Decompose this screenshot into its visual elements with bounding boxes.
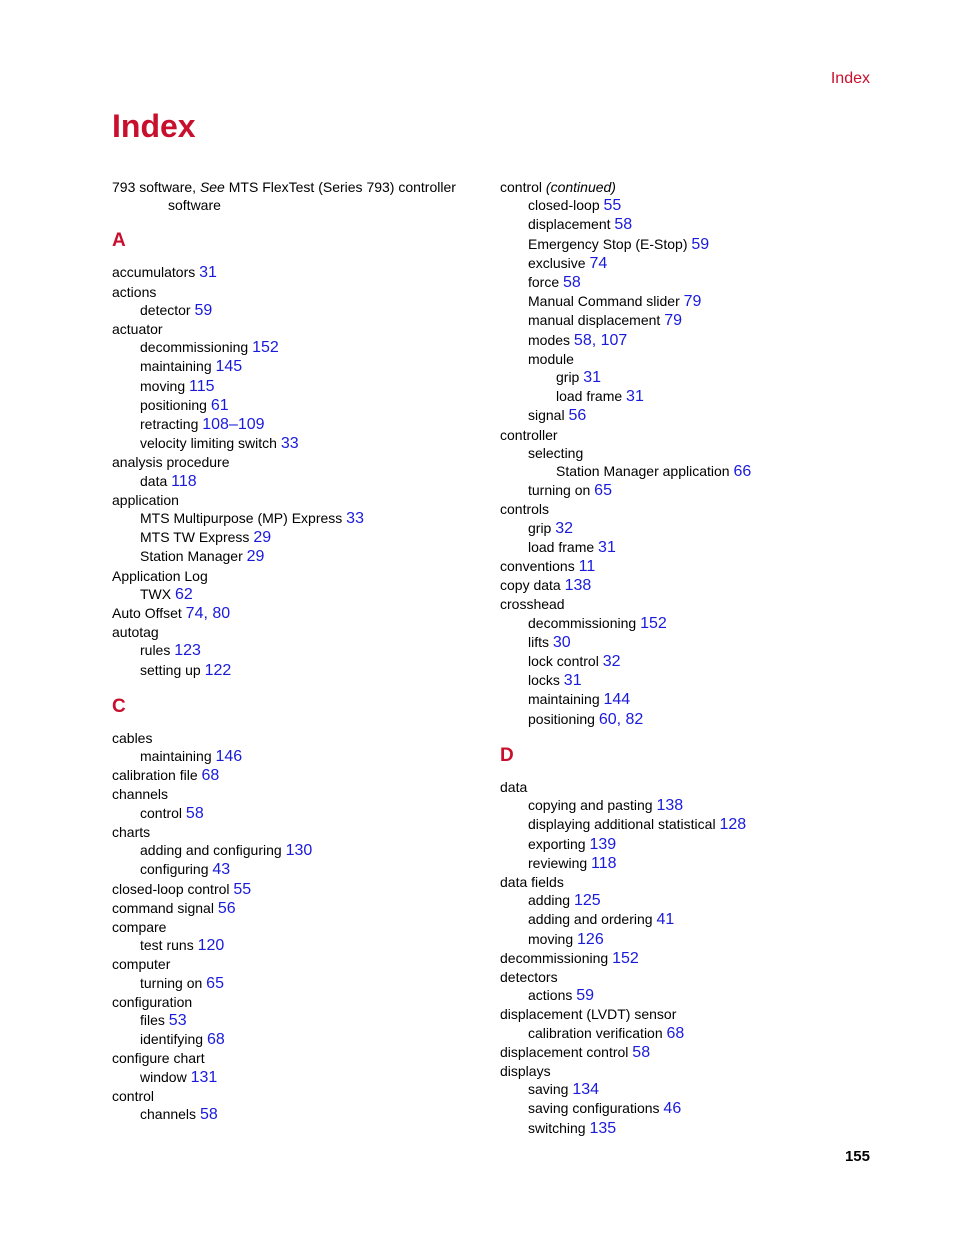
index-entry xyxy=(112,491,492,509)
entry-term: adding and ordering xyxy=(528,911,653,928)
page-ref-link[interactable]: 59 xyxy=(194,301,213,319)
page-ref-link[interactable]: 130 xyxy=(285,842,313,860)
entry-term: closed-loop xyxy=(528,197,600,214)
index-entry xyxy=(500,426,880,444)
index-entry: positioning 60, 82 xyxy=(528,710,644,728)
page-ref-link[interactable]: 31 xyxy=(199,264,217,282)
entry-term: charts xyxy=(112,823,151,840)
entry-term: Manual Command slider xyxy=(528,293,680,310)
index-entry xyxy=(112,547,492,566)
index-entry xyxy=(112,823,492,841)
page-ref-link[interactable]: 58 xyxy=(199,1105,218,1123)
index-entry xyxy=(112,955,492,973)
entry-term: control xyxy=(500,179,546,195)
page-ref-link[interactable]: 32 xyxy=(602,653,621,671)
entry-term: Station Manager application xyxy=(556,463,730,480)
page-ref-link[interactable]: 152 xyxy=(640,614,667,632)
index-entry xyxy=(500,292,880,311)
page-ref-link[interactable]: 58 xyxy=(614,216,633,234)
entry-term: calibration verification xyxy=(528,1024,663,1041)
entry-term: actions xyxy=(112,283,157,300)
index-entry xyxy=(500,196,880,215)
entry-term: configure chart xyxy=(112,1050,205,1067)
entry-term: maintaining xyxy=(140,748,212,765)
section-letter: D xyxy=(500,744,514,766)
index-entry xyxy=(112,1030,492,1049)
entry-term: displacement (LVDT) sensor xyxy=(500,1006,677,1023)
page-ref-link[interactable]: 74 xyxy=(185,605,204,623)
page-ref-link[interactable]: 46 xyxy=(663,1100,682,1118)
index-entry xyxy=(500,500,880,518)
entry-term: control xyxy=(112,1087,155,1104)
entry-term: Station Manager xyxy=(140,548,243,565)
entry-term: cables xyxy=(112,729,153,746)
entry-term: computer xyxy=(112,956,171,973)
page-number: 155 xyxy=(844,1148,870,1165)
index-entry xyxy=(500,614,880,633)
entry-term: configuration xyxy=(112,993,193,1010)
index-entry xyxy=(112,338,492,357)
page-ref-link[interactable]: 58 xyxy=(573,331,592,349)
page-ref-link[interactable]: 58 xyxy=(563,274,581,292)
entry-term: decommissioning xyxy=(528,614,637,631)
page-ref-link[interactable]: 120 xyxy=(197,937,225,955)
entry-term: load frame xyxy=(528,538,595,555)
index-entry xyxy=(500,835,880,854)
index-entry xyxy=(500,254,880,273)
entry-term: load frame xyxy=(556,388,623,405)
page-ref-link[interactable]: 56 xyxy=(568,407,587,425)
page-ref-link[interactable]: 61 xyxy=(210,396,229,414)
index-entry xyxy=(112,396,492,415)
index-entry: Auto Offset 74, 80 xyxy=(112,605,231,623)
index-entry xyxy=(112,301,492,320)
index-entry xyxy=(500,595,880,613)
page-ref-link[interactable]: 126 xyxy=(577,930,604,948)
index-entry xyxy=(112,860,492,879)
entry-term: data fields xyxy=(500,873,564,890)
index-entry xyxy=(112,509,492,528)
entry-term: velocity limiting switch xyxy=(140,435,277,452)
index-entry xyxy=(112,918,492,936)
index-entry xyxy=(112,880,492,899)
index-entry xyxy=(112,528,492,547)
entry-term: actions xyxy=(528,987,573,1004)
page-ref-link[interactable]: 53 xyxy=(168,1011,187,1029)
entry-term: displaying additional statistical xyxy=(528,816,716,833)
page-ref-link[interactable]: 145 xyxy=(215,358,243,376)
entry-term: data xyxy=(500,778,528,795)
index-entry xyxy=(112,1049,492,1067)
page-ref-link[interactable]: 134 xyxy=(572,1081,600,1099)
index-entry xyxy=(112,453,492,471)
page-ref-link[interactable]: 115 xyxy=(189,377,215,395)
entry-term: signal xyxy=(528,407,565,424)
index-entry xyxy=(112,804,492,823)
index-entry xyxy=(500,1062,880,1080)
page-ref-link[interactable]: 68 xyxy=(206,1031,225,1049)
index-entry xyxy=(500,350,880,368)
index-entry xyxy=(112,320,492,338)
index-entry xyxy=(500,1043,880,1062)
entry-term: configuring xyxy=(140,861,209,878)
index-entry xyxy=(500,311,880,330)
index-entry xyxy=(500,273,880,292)
index-entry xyxy=(500,387,880,406)
index-entry xyxy=(500,481,880,500)
entry-term: setting up xyxy=(140,661,201,678)
entry-term: module xyxy=(528,350,574,367)
index-entry xyxy=(112,766,492,785)
index-column-left xyxy=(112,178,492,1124)
page-ref-link[interactable]: 31 xyxy=(598,538,616,556)
index-entry xyxy=(500,778,880,796)
entry-term: MTS Multipurpose (MP) Express xyxy=(140,510,343,527)
index-entry xyxy=(500,854,880,873)
index-entry xyxy=(500,633,880,652)
entry-term: Emergency Stop (E-Stop) xyxy=(528,235,688,252)
entry-term: accumulators xyxy=(112,264,196,281)
page-ref-link[interactable]: 31 xyxy=(563,672,582,690)
index-entry xyxy=(500,986,880,1005)
section-letter: C xyxy=(112,695,126,717)
index-entry xyxy=(500,1005,880,1023)
page-ref-link[interactable]: 131 xyxy=(190,1068,218,1086)
index-entry xyxy=(500,910,880,929)
index-entry xyxy=(500,1119,880,1138)
index-entry xyxy=(112,434,492,453)
entry-term: TWX xyxy=(140,585,172,602)
index-entry xyxy=(500,796,880,815)
page-ref-link[interactable]: 80 xyxy=(212,605,231,623)
entry-term: turning on xyxy=(528,482,591,499)
index-entry xyxy=(112,1068,492,1087)
page-ref-link[interactable]: 29 xyxy=(253,529,272,547)
entry-term: exporting xyxy=(528,835,586,852)
section-letter: A xyxy=(112,230,126,252)
entry-term: Application Log xyxy=(112,567,208,584)
index-entry xyxy=(500,891,880,910)
index-entry xyxy=(112,585,492,604)
index-entry xyxy=(112,377,492,396)
index-entry xyxy=(112,1087,492,1105)
page-ref-link[interactable]: 65 xyxy=(594,482,612,500)
index-entry xyxy=(500,930,880,949)
page-ref-link[interactable]: 118 xyxy=(171,472,197,490)
index-entry xyxy=(112,263,492,282)
index-entry xyxy=(500,178,880,196)
page-ref-link[interactable]: 138 xyxy=(564,577,592,595)
index-entry xyxy=(112,785,492,803)
page-ref-link[interactable]: 152 xyxy=(612,949,639,967)
index-entry xyxy=(112,993,492,1011)
page-ref-link[interactable]: 79 xyxy=(683,293,702,311)
page-ref-link[interactable]: 68 xyxy=(666,1024,685,1042)
page-ref-link[interactable]: 107 xyxy=(600,331,628,349)
entry-term: compare xyxy=(112,918,167,935)
entry-term: saving xyxy=(528,1081,569,1098)
page-ref-link[interactable]: 56 xyxy=(217,899,236,917)
index-entry xyxy=(500,671,880,690)
page-ref-link[interactable]: 33 xyxy=(346,510,364,528)
page-ref-link[interactable]: 123 xyxy=(174,642,201,660)
entry-term: window xyxy=(140,1068,187,1085)
index-entry xyxy=(500,1080,880,1099)
index-entry xyxy=(500,968,880,986)
running-head: Index xyxy=(830,70,870,87)
index-entry xyxy=(112,747,492,766)
page-ref-link[interactable]: 41 xyxy=(656,911,675,929)
page-ref-link[interactable]: 66 xyxy=(733,463,752,481)
entry-term: adding xyxy=(528,892,571,909)
entry-term: crosshead xyxy=(500,596,565,613)
page-ref-link[interactable]: 74 xyxy=(589,254,608,272)
index-entry xyxy=(112,357,492,376)
page-ref-link[interactable]: 68 xyxy=(201,767,220,785)
page-ref-link[interactable]: 11 xyxy=(578,558,596,576)
page-ref-link[interactable]: 82 xyxy=(625,710,644,728)
entry-term: actuator xyxy=(112,321,163,338)
page-ref-link[interactable]: 122 xyxy=(204,661,232,679)
page-ref-link[interactable]: 59 xyxy=(576,987,595,1005)
index-entry xyxy=(500,949,880,968)
page-ref-link[interactable]: 146 xyxy=(215,748,243,766)
page-ref-link[interactable]: 32 xyxy=(555,519,574,537)
index-entry xyxy=(500,462,880,481)
index-entry xyxy=(112,567,492,585)
entry-term: exclusive xyxy=(528,254,586,271)
entry-term: selecting xyxy=(528,444,584,461)
entry-term: turning on xyxy=(140,974,203,991)
index-entry xyxy=(112,178,492,214)
index-entry xyxy=(112,641,492,660)
entry-term: adding and configuring xyxy=(140,842,282,859)
entry-term: detectors xyxy=(500,968,558,985)
index-entry xyxy=(112,623,492,641)
index-entry xyxy=(500,1099,880,1118)
entry-term: displacement xyxy=(528,216,611,233)
entry-term: Auto Offset xyxy=(112,605,182,622)
entry-term: data xyxy=(140,472,168,489)
index-entry xyxy=(500,1024,880,1043)
entry-term: displacement control xyxy=(500,1043,629,1060)
page-ref-link[interactable]: 125 xyxy=(573,892,601,910)
index-entry xyxy=(500,815,880,834)
page-ref-link[interactable]: 55 xyxy=(233,880,252,898)
page-ref-link[interactable]: 138 xyxy=(656,797,684,815)
index-entry xyxy=(112,841,492,860)
page-ref-link[interactable]: 152 xyxy=(252,339,279,357)
index-entry xyxy=(500,444,880,462)
entry-term: detector xyxy=(140,301,191,318)
entry-term: grip xyxy=(556,369,580,386)
entry-term: manual displacement xyxy=(528,312,661,329)
entry-term: See xyxy=(199,179,225,195)
entry-term: lock control xyxy=(528,653,599,670)
index-entry xyxy=(112,661,492,680)
entry-term: controls xyxy=(500,501,550,518)
page-ref-link[interactable]: 30 xyxy=(552,633,571,651)
index-entry xyxy=(500,538,880,557)
page-ref-link[interactable]: 29 xyxy=(246,548,265,566)
index-entry xyxy=(500,557,880,576)
index-entry xyxy=(500,368,880,387)
entry-term: modes xyxy=(528,331,571,348)
index-entry xyxy=(112,415,492,434)
entry-term: moving xyxy=(140,377,186,394)
page-ref-link[interactable]: 58 xyxy=(632,1043,651,1061)
entry-term: closed-loop control xyxy=(112,880,230,897)
entry-term: calibration file xyxy=(112,767,198,784)
entry-term: force xyxy=(528,274,560,291)
index-entry xyxy=(500,519,880,538)
entry-term: test runs xyxy=(140,937,194,954)
entry-term: controller xyxy=(500,426,558,443)
page-ref-link[interactable]: 55 xyxy=(603,197,622,215)
page-ref-link[interactable]: 65 xyxy=(206,974,224,992)
page-ref-link[interactable]: 62 xyxy=(175,585,193,603)
page-ref-link[interactable]: 79 xyxy=(664,312,682,330)
entry-term: lifts xyxy=(528,633,549,650)
index-entry xyxy=(500,215,880,234)
page-ref-link[interactable]: 43 xyxy=(212,861,231,879)
index-entry xyxy=(112,936,492,955)
index-entry xyxy=(112,729,492,747)
index-entry xyxy=(112,974,492,993)
entry-term: command signal xyxy=(112,899,214,916)
entry-term: locks xyxy=(528,672,560,689)
entry-term: switching xyxy=(528,1119,586,1136)
entry-term: positioning xyxy=(528,710,595,727)
entry-term: maintaining xyxy=(528,691,600,708)
entry-term: decommissioning xyxy=(500,949,609,966)
index-entry xyxy=(500,576,880,595)
index-entry xyxy=(500,690,880,709)
page-ref-link[interactable]: 60 xyxy=(598,710,617,728)
entry-term: MTS TW Express xyxy=(140,529,250,546)
entry-term: positioning xyxy=(140,396,207,413)
page-ref-link[interactable]: 58 xyxy=(185,804,204,822)
entry-term: analysis procedure xyxy=(112,454,230,471)
entry-term: moving xyxy=(528,930,574,947)
entry-term: saving configurations xyxy=(528,1100,660,1117)
entry-term: files xyxy=(140,1011,165,1028)
page-ref-link[interactable]: 31 xyxy=(583,369,602,387)
entry-term: displays xyxy=(500,1062,551,1079)
entry-term: retracting xyxy=(140,416,199,433)
entry-term: copying and pasting xyxy=(528,797,653,814)
index-entry: modes 58, 107 xyxy=(528,331,628,349)
index-entry xyxy=(500,406,880,425)
page-title: Index xyxy=(112,108,196,144)
entry-term: control xyxy=(140,804,183,821)
entry-term: reviewing xyxy=(528,854,588,871)
page-ref-link[interactable]: 144 xyxy=(603,691,631,709)
index-entry xyxy=(112,472,492,491)
page-ref-link[interactable]: 135 xyxy=(589,1119,617,1137)
index-entry xyxy=(112,899,492,918)
entry-term: autotag xyxy=(112,624,159,641)
entry-term: maintaining xyxy=(140,358,212,375)
entry-term: 793 software, xyxy=(112,179,200,195)
entry-term: (continued) xyxy=(545,179,616,195)
entry-term: grip xyxy=(528,519,552,536)
page-ref-link[interactable]: 128 xyxy=(719,816,747,834)
entry-term: application xyxy=(112,491,179,508)
page-ref-link[interactable]: 108–109 xyxy=(202,416,265,434)
page-ref-link[interactable]: 59 xyxy=(691,235,710,253)
page-ref-link[interactable]: 139 xyxy=(589,835,617,853)
index-entry xyxy=(112,1105,492,1124)
entry-term: conventions xyxy=(500,558,575,575)
index-column-right xyxy=(500,178,880,1138)
index-entry xyxy=(500,652,880,671)
index-entry xyxy=(112,1011,492,1030)
entry-term: channels xyxy=(112,786,169,803)
page-ref-link[interactable]: 33 xyxy=(280,435,299,453)
entry-term: identifying xyxy=(140,1031,204,1048)
index-entry xyxy=(112,283,492,301)
entry-term: channels xyxy=(140,1105,197,1122)
entry-term: rules xyxy=(140,642,171,659)
entry-term: decommissioning xyxy=(140,339,249,356)
entry-term: copy data xyxy=(500,577,561,594)
page-ref-link[interactable]: 118 xyxy=(591,854,617,872)
page-ref-link[interactable]: 31 xyxy=(626,388,644,406)
index-entry xyxy=(500,873,880,891)
index-entry xyxy=(500,235,880,254)
entry-term: MTS FlexTest (Series 793) controller software xyxy=(168,179,456,214)
